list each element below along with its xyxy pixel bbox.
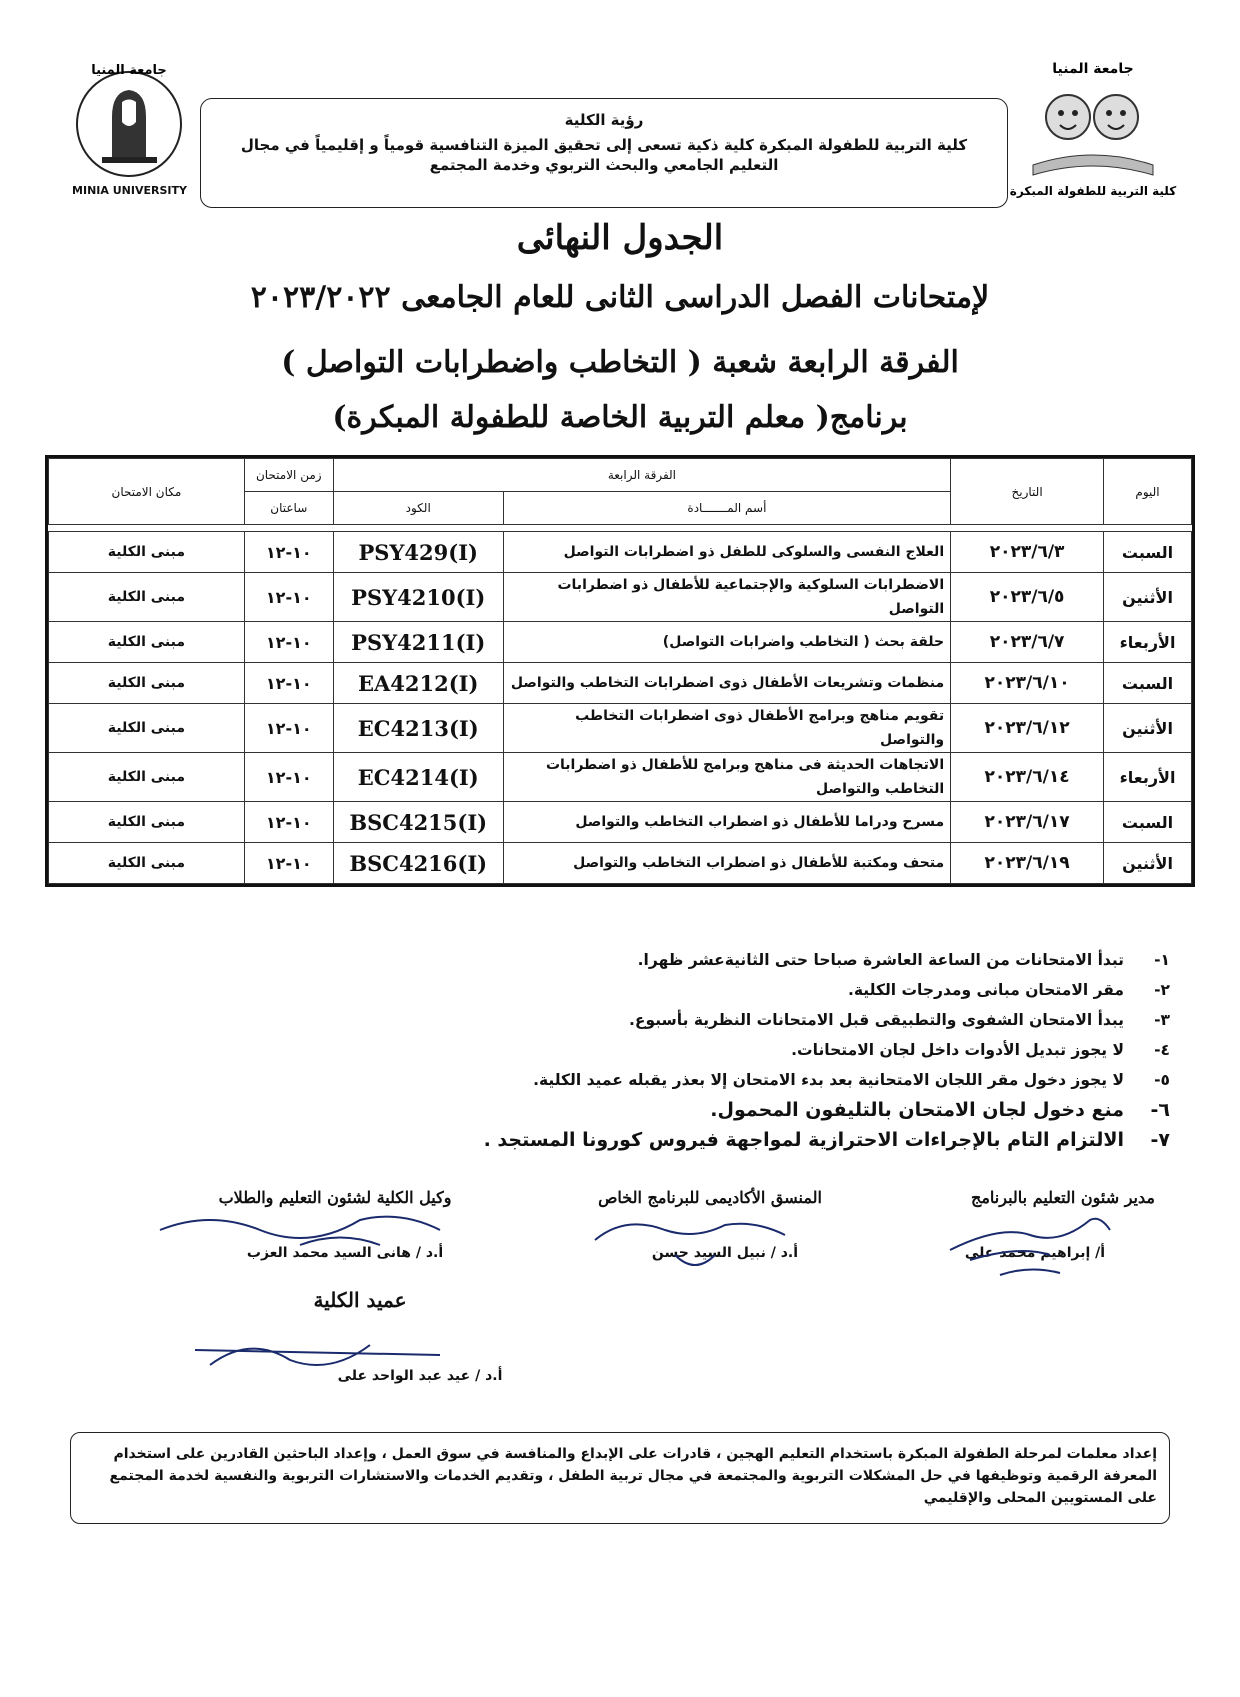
cell-time: ١٠-١٢: [244, 573, 333, 622]
logo-caption: MINIA UNIVERSITY: [72, 184, 187, 197]
cell-subject: الاضطرابات السلوكية والإجتماعية للأطفال ذو اضطرابات التواصل: [503, 573, 950, 622]
note-item: [170, 1065, 1170, 1095]
schedule-rows: [49, 532, 1192, 884]
subtitle-semester: لإمتحانات الفصل الدراسى الثانى للعام الجامعى ٢٠٢٣/٢٠٢٢: [250, 280, 990, 315]
subtitle-division: الفرقة الرابعة شعبة ( التخاطب واضطرابات التواصل ): [281, 345, 959, 380]
main-title: الجدول النهائى: [516, 218, 724, 258]
vice-dean-signature: [150, 1205, 450, 1265]
header-place: مكان الامتحان: [49, 459, 245, 525]
table-row: [49, 622, 1192, 663]
college-logo-bottom-text: كلية التربية للطفولة المبكرة: [1009, 184, 1177, 198]
cell-place: مبنى الكلية: [49, 704, 245, 753]
cell-place: مبنى الكلية: [49, 622, 245, 663]
cell-subject: العلاج النفسى والسلوكى للطفل ذو اضطرابات التواصل: [503, 532, 950, 573]
cell-date: ٢٠٢٣/٦/١٢: [951, 704, 1104, 753]
note-text: لا يجوز تبديل الأدوات داخل لجان الامتحانات.: [791, 1041, 1124, 1059]
logo-arabic-text: جامعة المنيا: [91, 63, 167, 78]
director-signature: [940, 1205, 1130, 1285]
cell-time: ١٠-١٢: [244, 704, 333, 753]
cell-place: مبنى الكلية: [49, 573, 245, 622]
director-title: مدير شئون التعليم بالبرنامج: [971, 1188, 1155, 1207]
dean-signature: [190, 1315, 460, 1385]
cell-time: ١٠-١٢: [244, 663, 333, 704]
cell-date: ٢٠٢٣/٦/٧: [951, 622, 1104, 663]
cell-place: مبنى الكلية: [49, 843, 245, 884]
header-date: التاريخ: [951, 459, 1104, 525]
vision-box: [200, 98, 1008, 208]
note-number: ٥-: [1154, 1071, 1170, 1089]
college-logo-top-text: جامعة المنيا: [1052, 61, 1134, 77]
mission-box: إعداد معلمات لمرحلة الطفولة المبكرة باستخدام التعليم الهجين ، قادرات على الإبداع والمنافسة في سوق العمل ، وإعداد الباحثين القادرين على استخدام المعرفة الرقمية وتوظيفها في حل المشكلات التربوية والمجتمعة في مجال تربية الطفل ، وتقديم الخدمات والاستشارات التربوية والنفسية لخدمة المجتمع على المستويين المحلى والإقليمي: [70, 1432, 1170, 1524]
college-logo: [1008, 55, 1178, 205]
cell-code: EC4213(I): [333, 704, 503, 753]
note-item: [170, 945, 1170, 975]
note-text: تبدأ الامتحانات من الساعة العاشرة صباحا حتى الثانيةعشر ظهرا.: [637, 951, 1124, 969]
cell-day: السبت: [1104, 663, 1192, 704]
coordinator-name: أ.د / نبيل السيد حسن: [651, 1245, 799, 1261]
cell-subject: مسرح ودراما للأطفال ذو اضطراب التخاطب والتواصل: [503, 802, 950, 843]
note-number: ٢-: [1154, 981, 1170, 999]
note-item: [170, 1035, 1170, 1065]
note-text: لا يجوز دخول مقر اللجان الامتحانية بعد بدء الامتحان إلا بعذر يقبله عميد الكلية.: [533, 1071, 1124, 1089]
table-row: [49, 704, 1192, 753]
vice-dean-name: أ.د / هانى السيد محمد العزب: [246, 1245, 444, 1261]
note-number: ٣-: [1154, 1011, 1170, 1029]
coordinator-signature: [585, 1205, 805, 1285]
note-item: [170, 1005, 1170, 1035]
cell-place: مبنى الكلية: [49, 802, 245, 843]
cell-day: الأثنين: [1104, 573, 1192, 622]
minia-university-logo: [62, 62, 197, 207]
note-item: [170, 1095, 1170, 1125]
dean-title: عميد الكلية: [313, 1288, 407, 1312]
table-row: [49, 802, 1192, 843]
header-time: زمن الامتحان: [244, 459, 333, 492]
note-number: ٦-: [1150, 1099, 1170, 1121]
header-group: الفرقة الرابعة: [333, 459, 950, 492]
dean-name: أ.د / عيد عبد الواحد على: [337, 1368, 503, 1384]
cell-code: EA4212(I): [333, 663, 503, 704]
cell-day: الأربعاء: [1104, 622, 1192, 663]
cell-time: ١٠-١٢: [244, 843, 333, 884]
cell-day: الأثنين: [1104, 843, 1192, 884]
table-row: [49, 663, 1192, 704]
note-number: ١-: [1154, 951, 1170, 969]
header-subject: أسم المـــــــادة: [503, 492, 950, 525]
cell-time: ١٠-١٢: [244, 622, 333, 663]
exam-schedule-table: [45, 455, 1195, 887]
cell-time: ١٠-١٢: [244, 532, 333, 573]
cell-code: BSC4215(I): [333, 802, 503, 843]
note-text: مقر الامتحان مبانى ومدرجات الكلية.: [848, 981, 1124, 999]
note-text: منع دخول لجان الامتحان بالتليفون المحمول.: [710, 1099, 1124, 1121]
cell-subject: تقويم مناهج وبرامج الأطفال ذوى اضطرابات التخاطب والتواصل: [503, 704, 950, 753]
cell-code: PSY4210(I): [333, 573, 503, 622]
cell-subject: منظمات وتشريعات الأطفال ذوى اضطرابات التخاطب والتواصل: [503, 663, 950, 704]
table-row: [49, 843, 1192, 884]
cell-date: ٢٠٢٣/٦/١٧: [951, 802, 1104, 843]
note-number: ٧-: [1150, 1129, 1170, 1151]
cell-code: PSY4211(I): [333, 622, 503, 663]
coordinator-title: المنسق الأكاديمى للبرنامج الخاص: [598, 1188, 822, 1207]
note-number: ٤-: [1154, 1041, 1170, 1059]
table-row: [49, 532, 1192, 573]
notes-list: [170, 945, 1170, 1155]
cell-day: الأثنين: [1104, 704, 1192, 753]
note-text: يبدأ الامتحان الشفوى والتطبيقى قبل الامتحانات النظرية بأسبوع.: [629, 1011, 1124, 1029]
note-item: [170, 975, 1170, 1005]
cell-subject: متحف ومكتبة للأطفال ذو اضطراب التخاطب والتواصل: [503, 843, 950, 884]
cell-code: EC4214(I): [333, 753, 503, 802]
cell-date: ٢٠٢٣/٦/٣: [951, 532, 1104, 573]
director-name: أ/ إبراهيم محمد على: [964, 1245, 1106, 1261]
cell-place: مبنى الكلية: [49, 663, 245, 704]
vision-text: كلية التربية للطفولة المبكرة كلية ذكية تسعى إلى تحقيق الميزة التنافسية قومياً و إقليمياً في مجال التعليم الجامعي والبحث التربوي وخدمة المجتمع: [240, 136, 968, 174]
header-duration: ساعتان: [244, 492, 333, 525]
vision-title: رؤية الكلية: [564, 111, 644, 129]
cell-subject: حلقة بحث ( التخاطب واضرابات التواصل): [503, 622, 950, 663]
cell-time: ١٠-١٢: [244, 802, 333, 843]
note-item: [170, 1125, 1170, 1155]
cell-day: السبت: [1104, 802, 1192, 843]
subtitle-program: برنامج( معلم التربية الخاصة للطفولة المبكرة): [332, 400, 908, 435]
table-row: [49, 573, 1192, 622]
cell-day: السبت: [1104, 532, 1192, 573]
cell-subject: الاتجاهات الحديثة فى مناهج وبرامج للأطفال ذو اضطرابات التخاطب والتواصل: [503, 753, 950, 802]
cell-date: ٢٠٢٣/٦/٥: [951, 573, 1104, 622]
cell-date: ٢٠٢٣/٦/١٩: [951, 843, 1104, 884]
cell-place: مبنى الكلية: [49, 753, 245, 802]
vice-dean-title: وكيل الكلية لشئون التعليم والطلاب: [218, 1188, 452, 1207]
cell-day: الأربعاء: [1104, 753, 1192, 802]
header-code: الكود: [333, 492, 503, 525]
cell-place: مبنى الكلية: [49, 532, 245, 573]
cell-date: ٢٠٢٣/٦/١٠: [951, 663, 1104, 704]
table-row: [49, 753, 1192, 802]
cell-time: ١٠-١٢: [244, 753, 333, 802]
cell-date: ٢٠٢٣/٦/١٤: [951, 753, 1104, 802]
note-text: الالتزام التام بالإجراءات الاحترازية لمواجهة فيروس كورونا المستجد .: [483, 1129, 1124, 1151]
cell-code: BSC4216(I): [333, 843, 503, 884]
cell-code: PSY429(I): [333, 532, 503, 573]
header-day: اليوم: [1104, 459, 1192, 525]
